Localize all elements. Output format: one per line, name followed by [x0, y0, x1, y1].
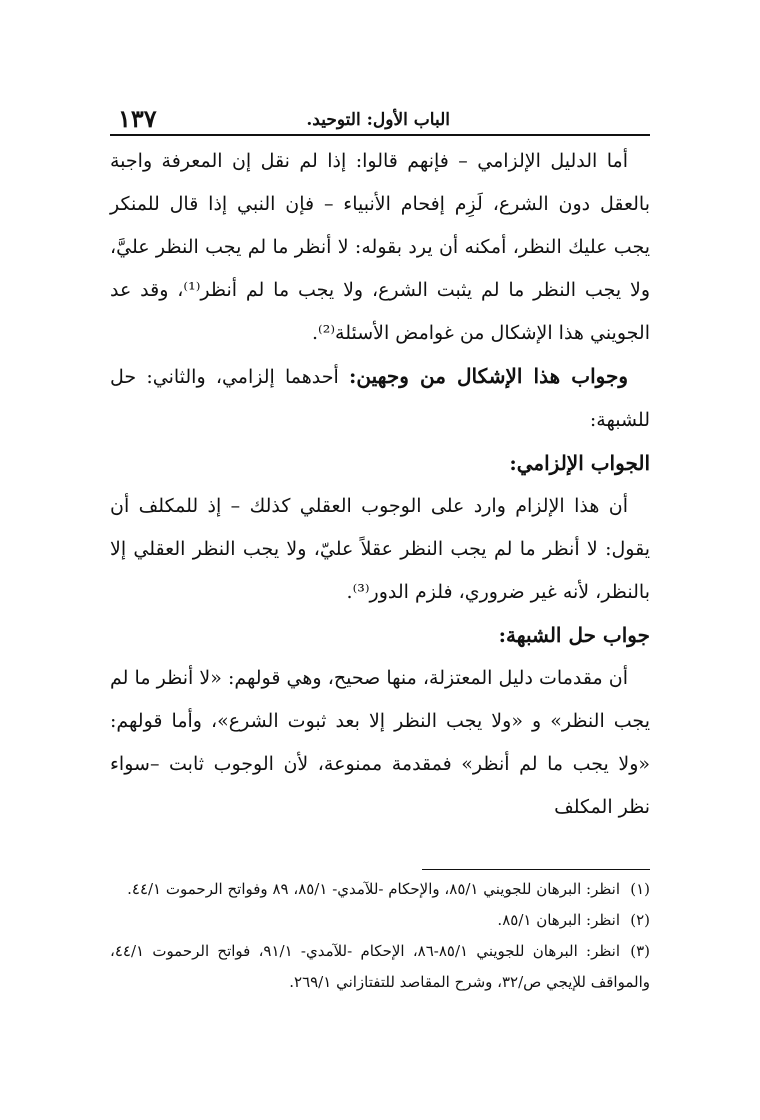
footnotes [110, 874, 650, 998]
footnote-number: (٣) [630, 942, 650, 960]
page-number: ١٣٧ [118, 104, 157, 133]
page [110, 104, 650, 998]
footnote-text: انظر: البرهان للجويني ٨٥/١-٨٦، الإحكام -للآمدي- ٩١/١، فواتح الرحموت ٤٤/١، والمواقف للإيجي ص/٣٢، وشرح المقاصد للتفتازاني ٢٦٩/١. [110, 942, 650, 991]
paragraph-answer-intro [110, 355, 650, 442]
heading-ilzami-answer: الجواب الإلزامي: [509, 451, 650, 475]
paragraph-ilzami-answer: أن هذا الإلزام وارد على الوجوب العقلي كذلك – إذ للمكلف أن يقول: لا أنظر ما لم يجب النظر عقلاً عليّ، ولا يجب النظر العقلي إلا بالنظر، لأنه غير ضروري، فلزم الدور⁽³⁾. [110, 495, 650, 603]
chapter-title: الباب الأول: التوحيد. [306, 110, 450, 130]
footnote-item [110, 905, 650, 936]
answer-intro-bold: وجواب هذا الإشكال من وجهين: [348, 364, 628, 388]
footnote-number: (١) [630, 880, 650, 898]
footnote-text: انظر: البرهان للجويني ٨٥/١، والإحكام -للآمدي- ٨٥/١، ٨٩ وفواتح الرحموت ٤٤/١. [127, 880, 620, 898]
paragraph-ilzami-proof: أما الدليل الإلزامي – فإنهم قالوا: إذا لم نقل إن المعرفة واجبة بالعقل دون الشرع، لَزِم إفحام الأنبياء – فإن النبي إذا قال للمنكر يجب عليك النظر، أمكنه أن يرد بقوله: لا أنظر ما لم يجب النظر عليَّ، ولا يجب النظر ما لم يثبت الشرع، ولا يجب ما لم أنظر⁽¹⁾، وقد عد الجويني هذا الإشكال من غوامض الأسئلة⁽²⁾. [110, 150, 651, 344]
answer-intro-rest: أحدهما إلزامي، والثاني: حل للشبهة: [110, 366, 650, 431]
heading-shubha-answer: جواب حل الشبهة: [498, 623, 650, 647]
footnote-item [110, 874, 650, 905]
footnote-item [110, 936, 650, 998]
footnote-text: انظر: البرهان ٨٥/١. [497, 911, 620, 929]
running-header [110, 104, 650, 136]
paragraph-shubha-answer: أن مقدمات دليل المعتزلة، منها صحيح، وهي قولهم: «لا أنظر ما لم يجب النظر» و «ولا يجب النظر إلا بعد ثبوت الشرع»، وأما قولهم: «ولا يجب ما لم أنظر» فمقدمة ممنوعة، لأن الوجوب ثابت –سواء نظر المكلف [110, 667, 650, 818]
footnote-separator [422, 869, 650, 870]
footnote-number: (٢) [630, 911, 650, 929]
main-text [110, 140, 650, 829]
